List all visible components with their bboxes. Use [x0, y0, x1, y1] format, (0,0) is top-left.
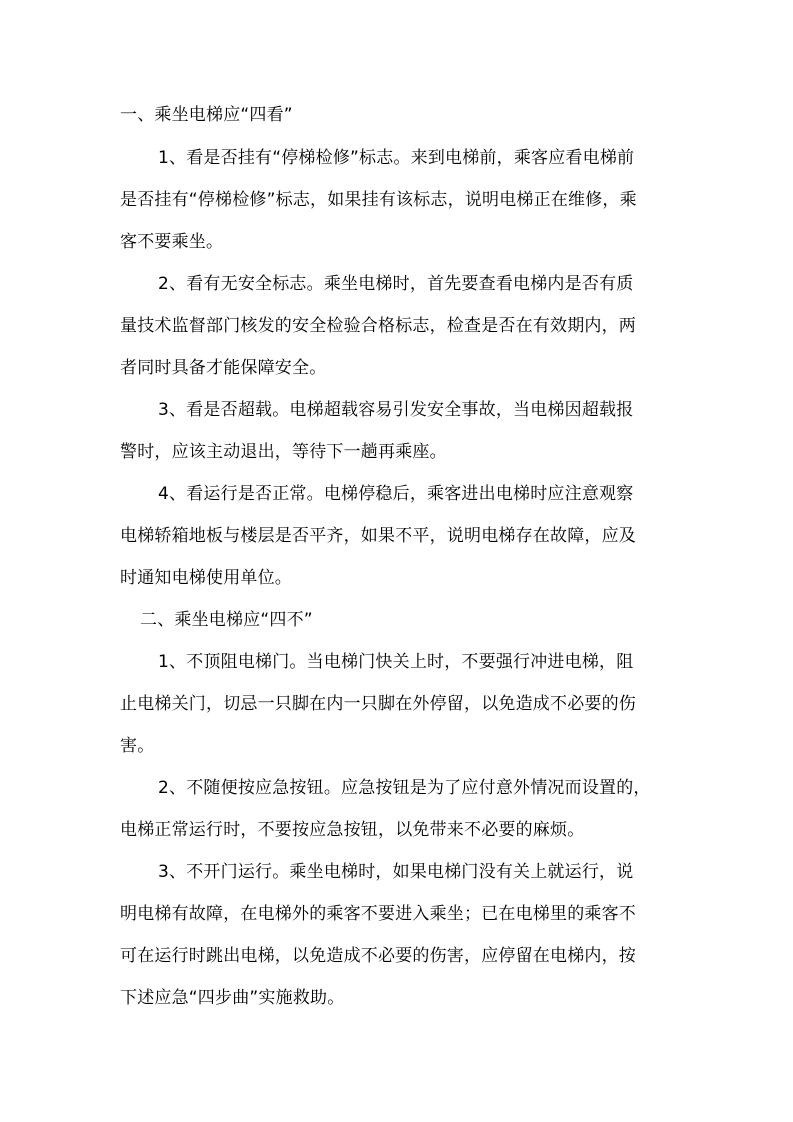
- paragraph-line: 害。: [120, 736, 155, 756]
- paragraph-line: 可在运行时跳出电梯，以免造成不必要的伤害，应停留在电梯内，按: [120, 946, 636, 966]
- paragraph-line: 3、看是否超载。电梯超载容易引发安全事故，当电梯因超载报: [158, 400, 634, 420]
- paragraph-line: 下述应急“四步曲”实施救助。: [120, 988, 345, 1008]
- section-heading-four-donts: 二、乘坐电梯应“四不”: [140, 610, 313, 630]
- paragraph-line: 明电梯有故障，在电梯外的乘客不要进入乘坐；已在电梯里的乘客不: [120, 904, 636, 924]
- paragraph-line: 2、不随便按应急按钮。应急按钮是为了应付意外情况而设置的，: [158, 778, 651, 798]
- paragraph-line: 1、看是否挂有“停梯检修”标志。来到电梯前，乘客应看电梯前: [158, 148, 635, 168]
- paragraph-line: 是否挂有“停梯检修”标志，如果挂有该标志，说明电梯正在维修，乘: [120, 190, 637, 210]
- paragraph-line: 2、看有无安全标志。乘坐电梯时，首先要查看电梯内是否有质: [158, 274, 634, 294]
- paragraph-line: 客不要乘坐。: [120, 232, 224, 252]
- paragraph-line: 警时，应该主动退出，等待下一趟再乘座。: [120, 442, 447, 462]
- paragraph-line: 量技术监督部门核发的安全检验合格标志，检查是否在有效期内，两: [120, 316, 636, 336]
- section-heading-four-looks: 一、乘坐电梯应“四看”: [120, 105, 293, 125]
- paragraph-line: 4、看运行是否正常。电梯停稳后，乘客进出电梯时应注意观察: [158, 484, 634, 504]
- paragraph-line: 1、不顶阻电梯门。当电梯门快关上时，不要强行冲进电梯，阻: [158, 652, 634, 672]
- paragraph-line: 电梯正常运行时，不要按应急按钮，以免带来不必要的麻烦。: [120, 820, 585, 840]
- paragraph-line: 3、不开门运行。乘坐电梯时，如果电梯门没有关上就运行，说: [158, 862, 634, 882]
- paragraph-line: 时通知电梯使用单位。: [120, 568, 292, 588]
- paragraph-line: 止电梯关门，切忌一只脚在内一只脚在外停留，以免造成不必要的伤: [120, 694, 636, 714]
- paragraph-line: 者同时具备才能保障安全。: [120, 358, 327, 378]
- paragraph-line: 电梯轿箱地板与楼层是否平齐，如果不平，说明电梯存在故障，应及: [120, 526, 636, 546]
